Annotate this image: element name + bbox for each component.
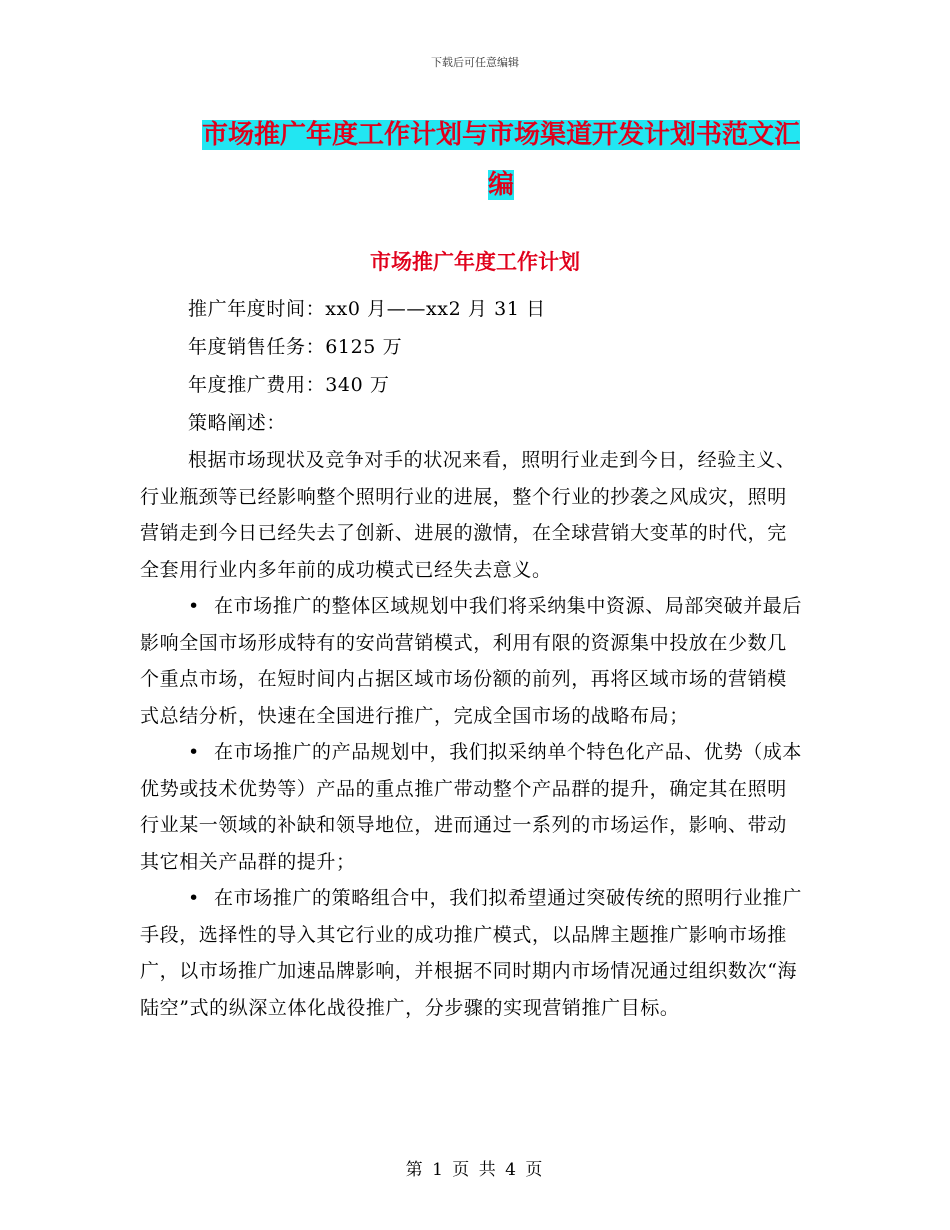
bullet-icon: •	[188, 595, 200, 617]
section-title: 市场推广年度工作计划	[370, 250, 580, 274]
bullet-text: 在市场推广的整体区域规划中我们将采纳集中资源、局部突破并最后影响全国市场形成特有的安尚营销模式，利用有限的资源集中投放在少数几个重点市场，在短时间内占据区域市场份额的前列，再将区域市场的营销模式总结分析，快速在全国进行推广，完成全国市场的战略布局；	[140, 595, 803, 727]
bullet-paragraph	[140, 588, 805, 734]
bullet-text: 在市场推广的产品规划中，我们拟采纳单个特色化产品、优势（成本优势或技术优势等）产品的重点推广带动整个产品群的提升，确定其在照明行业某一领域的补缺和领导地位，进而通过一系列的市场运作，影响、带动其它相关产品群的提升；	[140, 741, 803, 873]
meta-sales-task: 年度销售任务：6125 万	[188, 336, 403, 358]
bullet-paragraph	[140, 880, 805, 1026]
meta-strategy: 策略阐述：	[188, 412, 287, 434]
bullet-paragraph	[140, 734, 805, 880]
bullet-icon: •	[188, 887, 200, 909]
page-footer: 第 1 页 共 4 页	[405, 1160, 545, 1180]
document-body	[140, 290, 805, 1026]
document-title-line1: 市场推广年度工作计划与市场渠道开发计划书范文汇	[201, 120, 800, 150]
bullet-text: 在市场推广的策略组合中，我们拟希望通过突破传统的照明行业推广手段，选择性的导入其它行业的成功推广模式，以品牌主题推广影响市场推广，以市场推广加速品牌影响，并根据不同时期内市场情况通过组织数次“海陆空”式的纵深立体化战役推广，分步骤的实现营销推广目标。	[140, 887, 803, 1019]
meta-cost: 年度推广费用：340 万	[188, 374, 390, 396]
document-title	[195, 110, 807, 210]
bullet-icon: •	[188, 741, 200, 763]
header-note: 下载后可任意编辑	[431, 56, 519, 69]
paragraph: 根据市场现状及竞争对手的状况来看，照明行业走到今日，经验主义、行业瓶颈等已经影响整个照明行业的进展，整个行业的抄袭之风成灾，照明营销走到今日已经失去了创新、进展的激情，在全球营销大变革的时代，完全套用行业内多年前的成功模式已经失去意义。	[140, 449, 796, 581]
meta-time: 推广年度时间：xx0 月——xx2 月 31 日	[188, 298, 546, 320]
document-title-line2: 编	[487, 170, 514, 200]
